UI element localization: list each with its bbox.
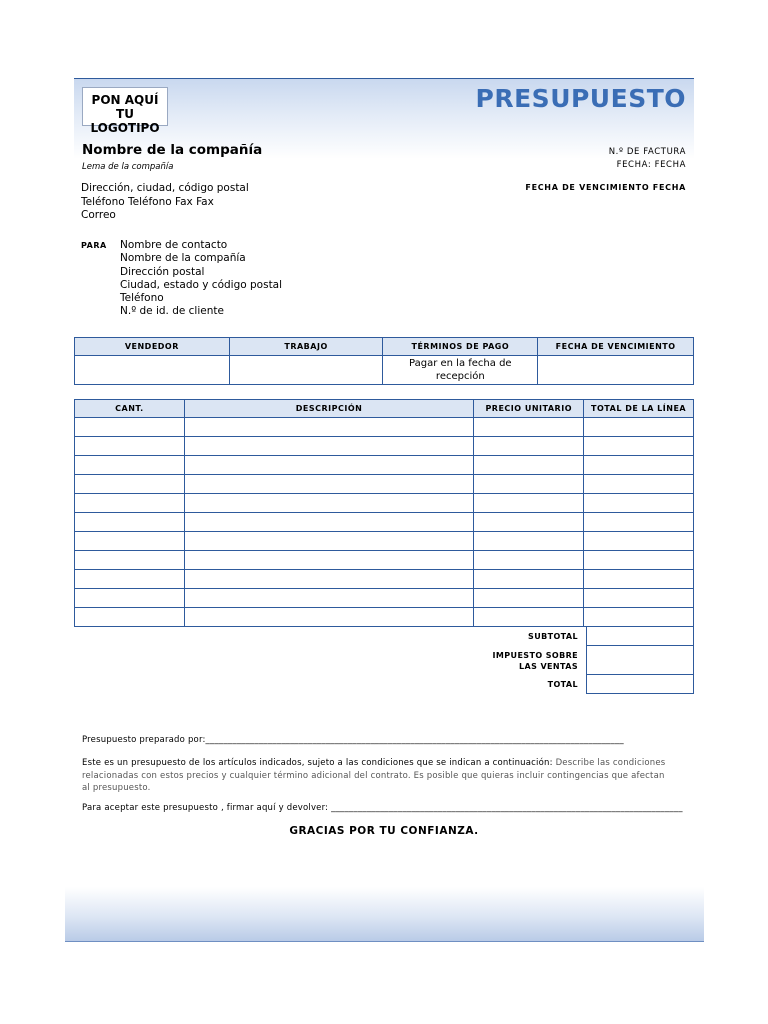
quantity-header: CANT. <box>75 400 185 418</box>
recipient-label: PARA <box>81 241 107 250</box>
invoice-date: FECHA: FECHA <box>616 160 686 170</box>
tax-row <box>485 646 694 674</box>
terms-detail-2: relacionadas con estos precios y cualquier término adicional del contrato. Es posible que quieras incluir contingencias que afectan <box>82 770 665 781</box>
accept-signature-line[interactable]: Para aceptar este presupuesto , firmar aquí y devolver: _______________________________________________________________________________ <box>82 803 683 813</box>
line-total-cell[interactable] <box>584 551 694 570</box>
description-cell[interactable] <box>184 608 473 627</box>
unit-price-cell[interactable] <box>474 513 584 532</box>
recipient-company: Nombre de la compañía <box>120 252 246 265</box>
unit-price-cell[interactable] <box>474 456 584 475</box>
description-cell[interactable] <box>184 437 473 456</box>
sales-info-table <box>74 337 694 385</box>
terms-detail-3: al presupuesto. <box>82 783 151 793</box>
document-title: PRESUPUESTO <box>475 84 686 113</box>
item-row <box>75 456 694 475</box>
unit-price-header: PRECIO UNITARIO <box>474 400 584 418</box>
sender-street: Dirección, ciudad, código postal <box>81 182 249 194</box>
tax-label <box>493 650 578 672</box>
subtotal-row <box>485 626 694 646</box>
payment-terms-header: TÉRMINOS DE PAGO <box>383 338 538 356</box>
company-name: Nombre de la compañía <box>82 142 263 158</box>
description-header: DESCRIPCIÓN <box>184 400 473 418</box>
description-cell[interactable] <box>184 570 473 589</box>
description-cell[interactable] <box>184 418 473 437</box>
sales-data-row <box>75 356 694 385</box>
seller-cell[interactable] <box>75 356 230 385</box>
recipient-client-id: N.º de id. de cliente <box>120 305 224 318</box>
footer-band <box>65 887 704 942</box>
sender-phone-fax: Teléfono Teléfono Fax Fax <box>81 195 214 208</box>
terms-detail-1: Describe las condiciones <box>555 758 666 768</box>
logo-placeholder[interactable]: PON AQUÍ TU LOGOTIPO <box>82 87 168 126</box>
due-date: FECHA DE VENCIMIENTO FECHA <box>525 183 686 192</box>
item-row <box>75 475 694 494</box>
line-total-cell[interactable] <box>584 589 694 608</box>
unit-price-cell[interactable] <box>474 437 584 456</box>
items-header-row <box>75 400 694 418</box>
thanks-message: GRACIAS POR TU CONFIANZA. <box>289 825 479 837</box>
total-label: TOTAL <box>547 680 578 689</box>
total-field[interactable] <box>586 675 694 694</box>
unit-price-cell[interactable] <box>474 570 584 589</box>
line-total-cell[interactable] <box>584 570 694 589</box>
item-row <box>75 551 694 570</box>
subtotal-label: SUBTOTAL <box>528 632 578 641</box>
description-cell[interactable] <box>184 475 473 494</box>
quantity-cell[interactable] <box>75 456 185 475</box>
subtotal-field[interactable] <box>586 626 694 646</box>
quote-document <box>74 78 694 728</box>
tax-field[interactable] <box>586 646 694 675</box>
description-cell[interactable] <box>184 532 473 551</box>
due-date-cell[interactable] <box>538 356 694 385</box>
quantity-cell[interactable] <box>75 570 185 589</box>
item-row <box>75 608 694 627</box>
quantity-cell[interactable] <box>75 418 185 437</box>
recipient-city: Ciudad, estado y código postal <box>120 278 283 291</box>
item-row <box>75 437 694 456</box>
invoice-number: N.º DE FACTURA <box>608 147 686 157</box>
quantity-cell[interactable] <box>75 437 185 456</box>
line-total-cell[interactable] <box>584 513 694 532</box>
recipient-phone: Teléfono <box>120 292 164 305</box>
unit-price-cell[interactable] <box>474 551 584 570</box>
description-cell[interactable] <box>184 456 473 475</box>
item-row <box>75 494 694 513</box>
item-row <box>75 513 694 532</box>
invoice-meta <box>609 146 686 172</box>
description-cell[interactable] <box>184 513 473 532</box>
line-total-cell[interactable] <box>584 494 694 513</box>
job-cell[interactable] <box>229 356 383 385</box>
sender-email: Correo <box>81 209 116 221</box>
item-row <box>75 418 694 437</box>
items-body <box>75 418 694 627</box>
unit-price-cell[interactable] <box>474 608 584 627</box>
line-total-cell[interactable] <box>584 437 694 456</box>
company-motto: Lema de la compañía <box>82 162 174 172</box>
terms-paragraph <box>82 757 665 795</box>
unit-price-cell[interactable] <box>474 532 584 551</box>
item-row <box>75 570 694 589</box>
quantity-cell[interactable] <box>75 494 185 513</box>
quantity-cell[interactable] <box>75 475 185 494</box>
sales-header-row <box>75 338 694 356</box>
quantity-cell[interactable] <box>75 551 185 570</box>
description-cell[interactable] <box>184 494 473 513</box>
prepared-by-line[interactable]: Presupuesto preparado por:______________________________________________________________________________________________ <box>82 735 624 745</box>
description-cell[interactable] <box>184 589 473 608</box>
unit-price-cell[interactable] <box>474 475 584 494</box>
due-date-header: FECHA DE VENCIMIENTO <box>538 338 694 356</box>
terms-intro: Este es un presupuesto de los artículos indicados, sujeto a las condiciones que se indican a continuación: <box>82 758 553 768</box>
tax-label-line1: IMPUESTO SOBRE <box>492 651 578 660</box>
line-total-header: TOTAL DE LA LÍNEA <box>584 400 694 418</box>
tax-label-line2: LAS VENTAS <box>519 662 578 671</box>
sender-address <box>81 182 249 223</box>
item-row <box>75 532 694 551</box>
line-total-cell[interactable] <box>584 456 694 475</box>
quantity-cell[interactable] <box>75 608 185 627</box>
unit-price-cell[interactable] <box>474 494 584 513</box>
unit-price-cell[interactable] <box>474 589 584 608</box>
seller-header: VENDEDOR <box>75 338 230 356</box>
description-cell[interactable] <box>184 551 473 570</box>
item-row <box>75 589 694 608</box>
line-total-cell[interactable] <box>584 475 694 494</box>
payment-terms-cell[interactable]: Pagar en la fecha de recepción <box>383 356 538 385</box>
quantity-cell[interactable] <box>75 532 185 551</box>
quantity-cell[interactable] <box>75 589 185 608</box>
job-header: TRABAJO <box>229 338 383 356</box>
line-total-cell[interactable] <box>584 418 694 437</box>
items-table <box>74 399 694 627</box>
recipient-contact: Nombre de contacto <box>120 239 228 251</box>
unit-price-cell[interactable] <box>474 418 584 437</box>
recipient-address: Dirección postal <box>120 265 205 278</box>
line-total-cell[interactable] <box>584 608 694 627</box>
recipient-block <box>120 239 282 319</box>
quantity-cell[interactable] <box>75 513 185 532</box>
total-row <box>485 675 694 694</box>
line-total-cell[interactable] <box>584 532 694 551</box>
